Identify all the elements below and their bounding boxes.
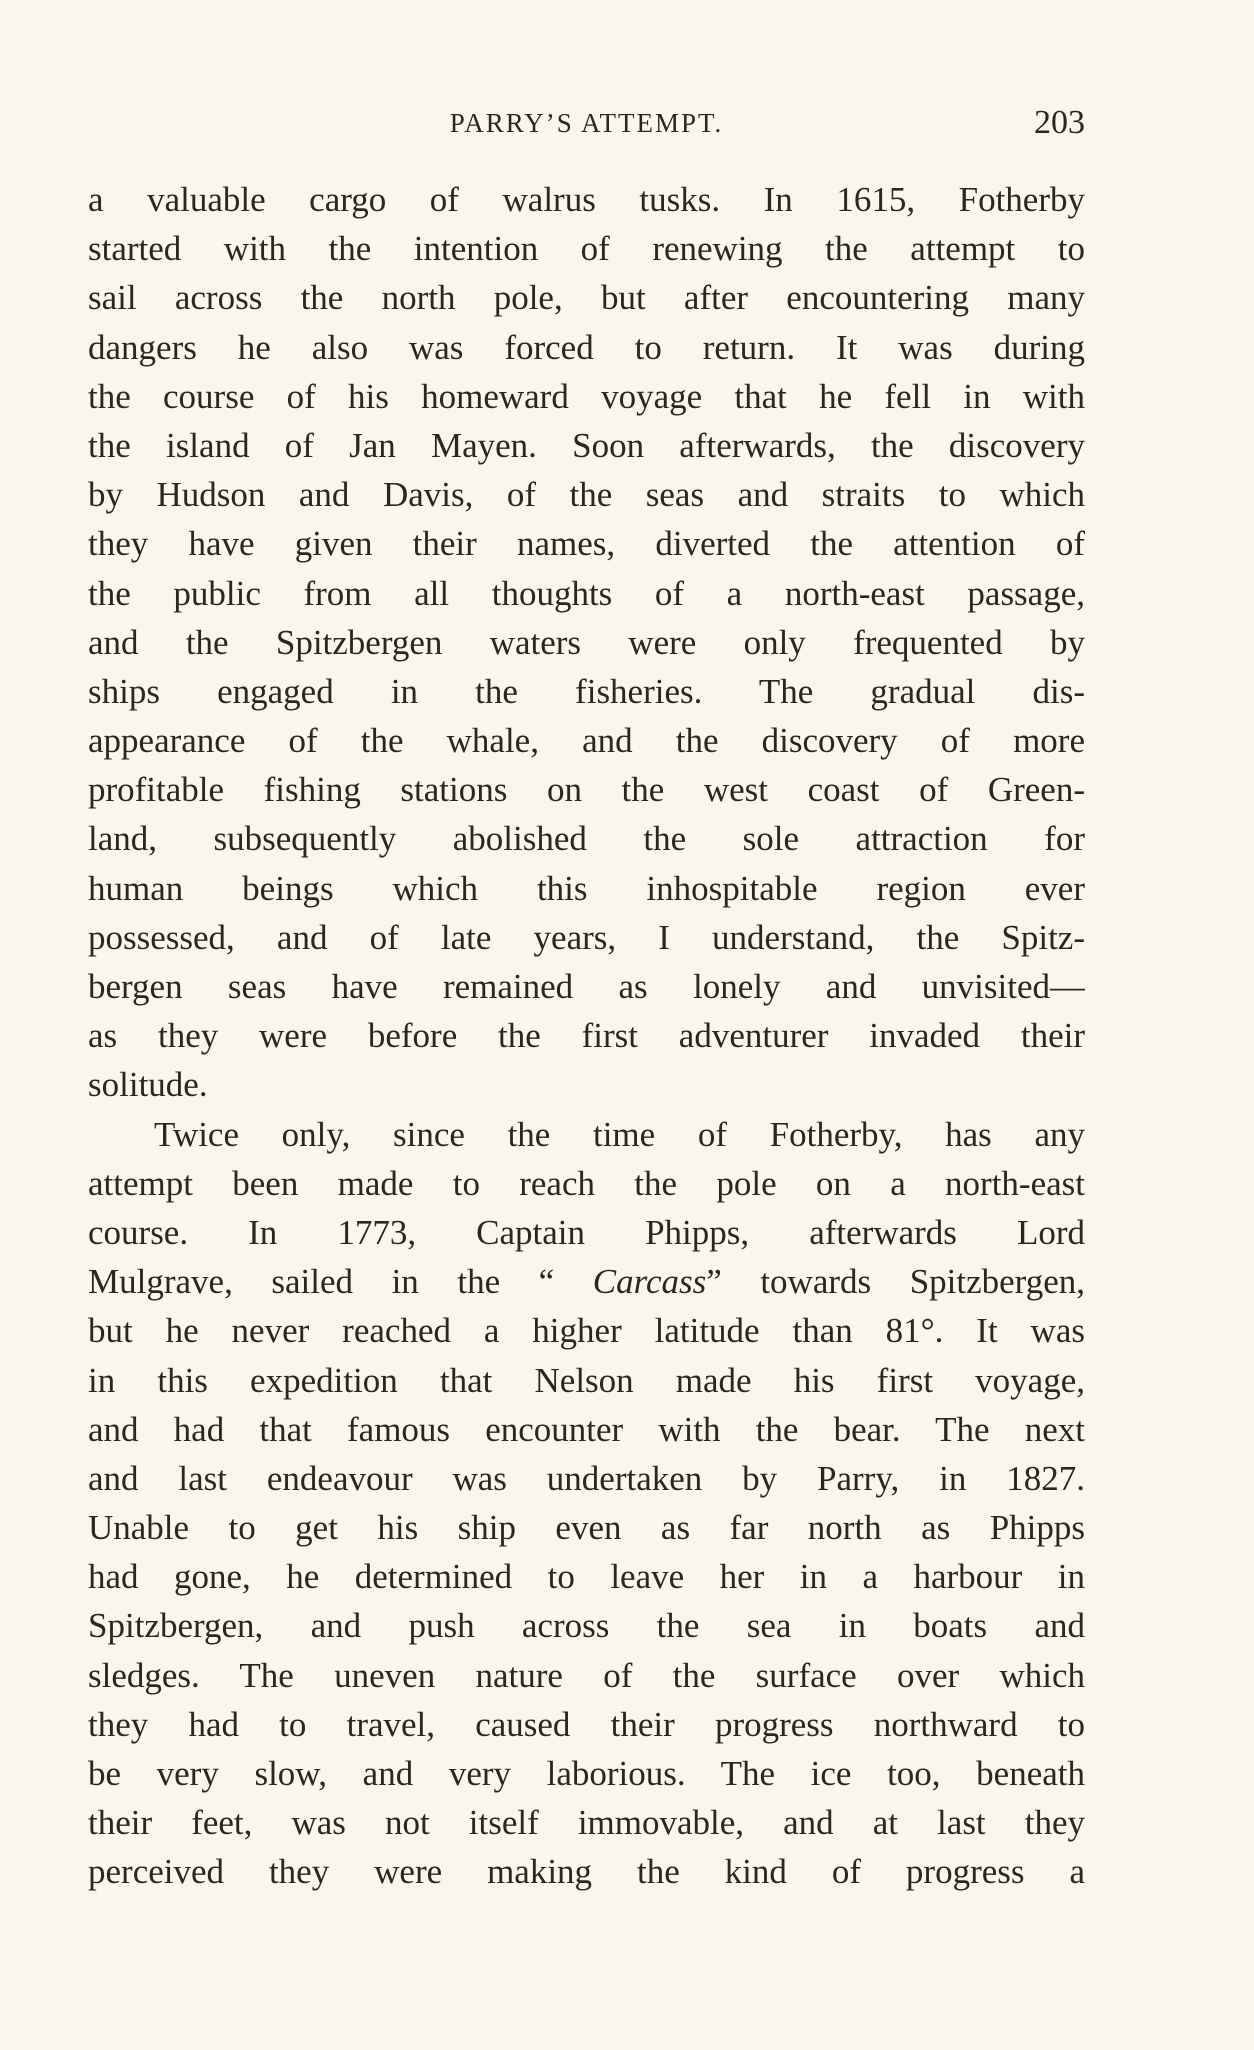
text-line: attempt been made to reach the pole on a north-east bbox=[88, 1163, 1085, 1203]
text-line: land, subsequently abolished the sole attraction for bbox=[88, 819, 1085, 859]
text-line: bergen seas have remained as lonely and unvisited— bbox=[88, 967, 1085, 1006]
text-line: as they were before the first adventurer invaded their bbox=[88, 1016, 1085, 1056]
paragraph-end-line: solitude. bbox=[88, 1065, 208, 1105]
paragraph-start-line: Twice only, since the time of Fotherby, has any bbox=[154, 1114, 1085, 1154]
text-line: Unable to get his ship even as far north as Phipps bbox=[88, 1508, 1085, 1548]
text-line: possessed, and of late years, I understand, the Spitz- bbox=[88, 917, 1085, 957]
ship-name-lead: Mulgrave, sailed in the “ bbox=[88, 1262, 593, 1302]
text-line: the public from all thoughts of a north-east passage, bbox=[88, 573, 1085, 613]
text-line: Spitzbergen, and push across the sea in boats and bbox=[88, 1606, 1085, 1646]
text-line: be very slow, and very laborious. The ice too, beneath bbox=[88, 1754, 1085, 1793]
running-title: PARRY’S ATTEMPT. bbox=[449, 108, 724, 138]
text-line: ships engaged in the fisheries. The gradual dis- bbox=[88, 671, 1085, 711]
text-line: sledges. The uneven nature of the surface over which bbox=[88, 1655, 1085, 1695]
text-line: and the Spitzbergen waters were only frequented by bbox=[88, 622, 1085, 662]
text-line: they had to travel, caused their progress northward to bbox=[88, 1704, 1085, 1744]
text-line: and last endeavour was undertaken by Parry, in 1827. bbox=[88, 1458, 1085, 1498]
text-line: a valuable cargo of walrus tusks. In 1615, Fotherby bbox=[88, 180, 1085, 219]
text-line: course. In 1773, Captain Phipps, afterwards Lord bbox=[88, 1212, 1085, 1252]
text-line: human beings which this inhospitable region ever bbox=[88, 868, 1085, 908]
text-line: by Hudson and Davis, of the seas and straits to which bbox=[88, 475, 1085, 515]
ship-name-trail: ” towards Spitzbergen, bbox=[706, 1262, 1085, 1302]
text-line: they have given their names, diverted the attention of bbox=[88, 524, 1085, 564]
text-line-with-ship-name bbox=[88, 1257, 1085, 1306]
text-line: the island of Jan Mayen. Soon afterwards, the discovery bbox=[88, 425, 1085, 465]
text-line: the course of his homeward voyage that he fell in with bbox=[88, 376, 1085, 416]
text-line: had gone, he determined to leave her in a harbour in bbox=[88, 1557, 1085, 1597]
text-line: and had that famous encounter with the bear. The next bbox=[88, 1409, 1085, 1449]
ship-name: Carcass bbox=[592, 1262, 707, 1302]
text-line: sail across the north pole, but after encountering many bbox=[88, 278, 1085, 318]
text-line: started with the intention of renewing the attempt to bbox=[88, 229, 1085, 269]
running-head bbox=[88, 103, 1085, 143]
page-number: 203 bbox=[1034, 104, 1085, 141]
text-line: in this expedition that Nelson made his first voyage, bbox=[88, 1360, 1085, 1400]
text-line: profitable fishing stations on the west coast of Green- bbox=[88, 770, 1085, 810]
body-text bbox=[88, 175, 1085, 1897]
text-line: their feet, was not itself immovable, and at last they bbox=[88, 1803, 1085, 1843]
text-line: but he never reached a higher latitude than 81°. It was bbox=[88, 1311, 1085, 1351]
text-line: appearance of the whale, and the discovery of more bbox=[88, 721, 1085, 761]
text-line: dangers he also was forced to return. It was during bbox=[88, 327, 1085, 367]
text-line: perceived they were making the kind of progress a bbox=[88, 1852, 1085, 1892]
